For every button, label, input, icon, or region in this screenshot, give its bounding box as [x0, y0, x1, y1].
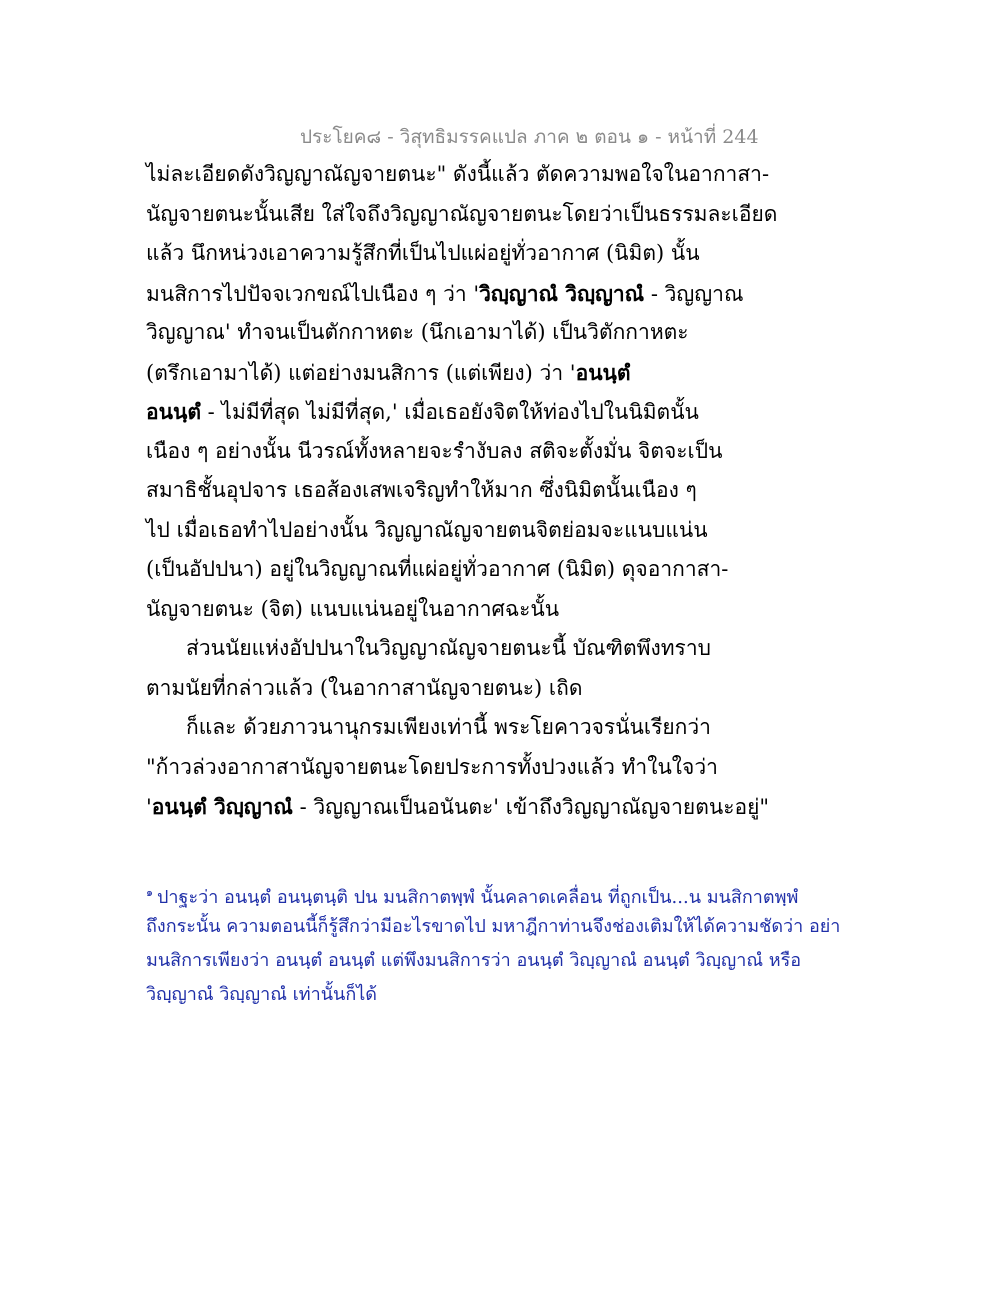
pali-term: วิญฺญาณํ วิญฺญาณํ: [479, 280, 645, 306]
text-line: ไป เมื่อเธอทำไปอย่างนั้น วิญญาณัญจายตนจิตย่อมจะแนบแน่น: [146, 517, 708, 542]
text-line: เนือง ๆ อย่างนั้น นีวรณ์ทั้งหลายจะรำงับลง สติจะตั้งมั่น จิตจะเป็น: [146, 438, 723, 463]
footnote-marker: ๑: [146, 886, 153, 899]
text-line: นัญจายตนะ (จิต) แนบแน่นอยู่ในอากาศฉะนั้น: [146, 596, 560, 621]
pali-term: อนนฺตํ: [146, 399, 201, 424]
text-line: สมาธิชั้นอุปจาร เธอส้องเสพเจริญทำให้มาก ซึ่งนิมิตนั้นเนือง ๆ: [146, 478, 697, 502]
footnote: [146, 876, 846, 1012]
text-line: อนนฺตํ - ไม่มีที่สุด ไม่มีที่สุด,' เมื่อเธอยังจิตให้ท่องไปในนิมิตนั้น: [146, 399, 699, 424]
text-line: มนสิการไปปัจจเวกขณ์ไปเนือง ๆ ว่า 'วิญฺญาณํ วิญฺญาณํ - วิญญาณ: [146, 280, 744, 306]
text-line: (ตรึกเอามาได้) แต่อย่างมนสิการ (แต่เพียง) ว่า 'อนนฺตํ: [146, 359, 631, 385]
footnote-line: วิญฺญาณํ วิญฺญาณํ เท่านั้นก็ได้: [146, 984, 377, 1005]
text-line: นัญจายตนะนั้นเสีย ใส่ใจถึงวิญญาณัญจายตนะโดยว่าเป็นธรรมละเอียด: [146, 201, 778, 226]
pali-term: อนนฺตํ: [575, 359, 631, 385]
paragraph-start-line: ส่วนนัยแห่งอัปปนาในวิญญาณัญจายตนะนี้ บัณฑิตพึงทราบ: [186, 636, 711, 660]
text-line: "ก้าวล่วงอากาสานัญจายตนะโดยประการทั้งปวงแล้ว ทำในใจว่า: [146, 754, 718, 779]
paragraph-start-line: ก็และ ด้วยภาวนานุกรมเพียงเท่านี้ พระโยคาวจรนั่นเรียกว่า: [186, 715, 711, 739]
footnote-line: $^๑$ ปาฐะว่า อนนฺตํ อนนฺตนฺติ ปน มนสิกาตพฺพํ นั้นคลาดเคลื่อน ที่ถูกเป็น...น มนสิกาตพฺพํ: [146, 886, 799, 908]
text-line: (เป็นอัปปนา) อยู่ในวิญญาณที่แผ่อยู่ทั่วอากาศ (นิมิต) ดุจอากาสา-: [146, 557, 729, 581]
text-line: ไม่ละเอียดดังวิญญาณัญจายตนะ" ดังนี้แล้ว ตัดความพอใจในอากาสา-: [146, 162, 770, 186]
footnote-line: มนสิการเพียงว่า อนนฺตํ อนนฺตํ แต่พึงมนสิการว่า อนนฺตํ วิญฺญาณํ อนนฺตํ วิญฺญาณํ หรือ: [146, 950, 802, 971]
text-line: แล้ว นึกหน่วงเอาความรู้สึกที่เป็นไปแผ่อยู่ทั่วอากาศ (นิมิต) นั้น: [146, 241, 700, 265]
footnote-line: ถึงกระนั้น ความตอนนี้ก็รู้สึกว่ามีอะไรขาดไป มหาฎีกาท่านจึงช่องเติมให้ได้ความชัดว่า อย่า: [146, 916, 841, 937]
running-header: ประโยค๘ - วิสุทธิมรรคแปล ภาค ๒ ตอน ๑ - หน้าที่ 244: [300, 126, 759, 148]
body-text: [146, 155, 866, 827]
text-line: วิญญาณ' ทำจนเป็นตักกาหตะ (นึกเอามาได้) เป็นวิตักกาหตะ: [146, 320, 689, 344]
text-line: ตามนัยที่กล่าวแล้ว (ในอากาสานัญจายตนะ) เถิด: [146, 675, 583, 700]
text-line: 'อนนฺตํ วิญฺญาณํ - วิญญาณเป็นอนันตะ' เข้าถึงวิญญาณัญจายตนะอยู่": [146, 794, 770, 819]
pali-term: อนนฺตํ วิญฺญาณํ: [151, 794, 293, 819]
